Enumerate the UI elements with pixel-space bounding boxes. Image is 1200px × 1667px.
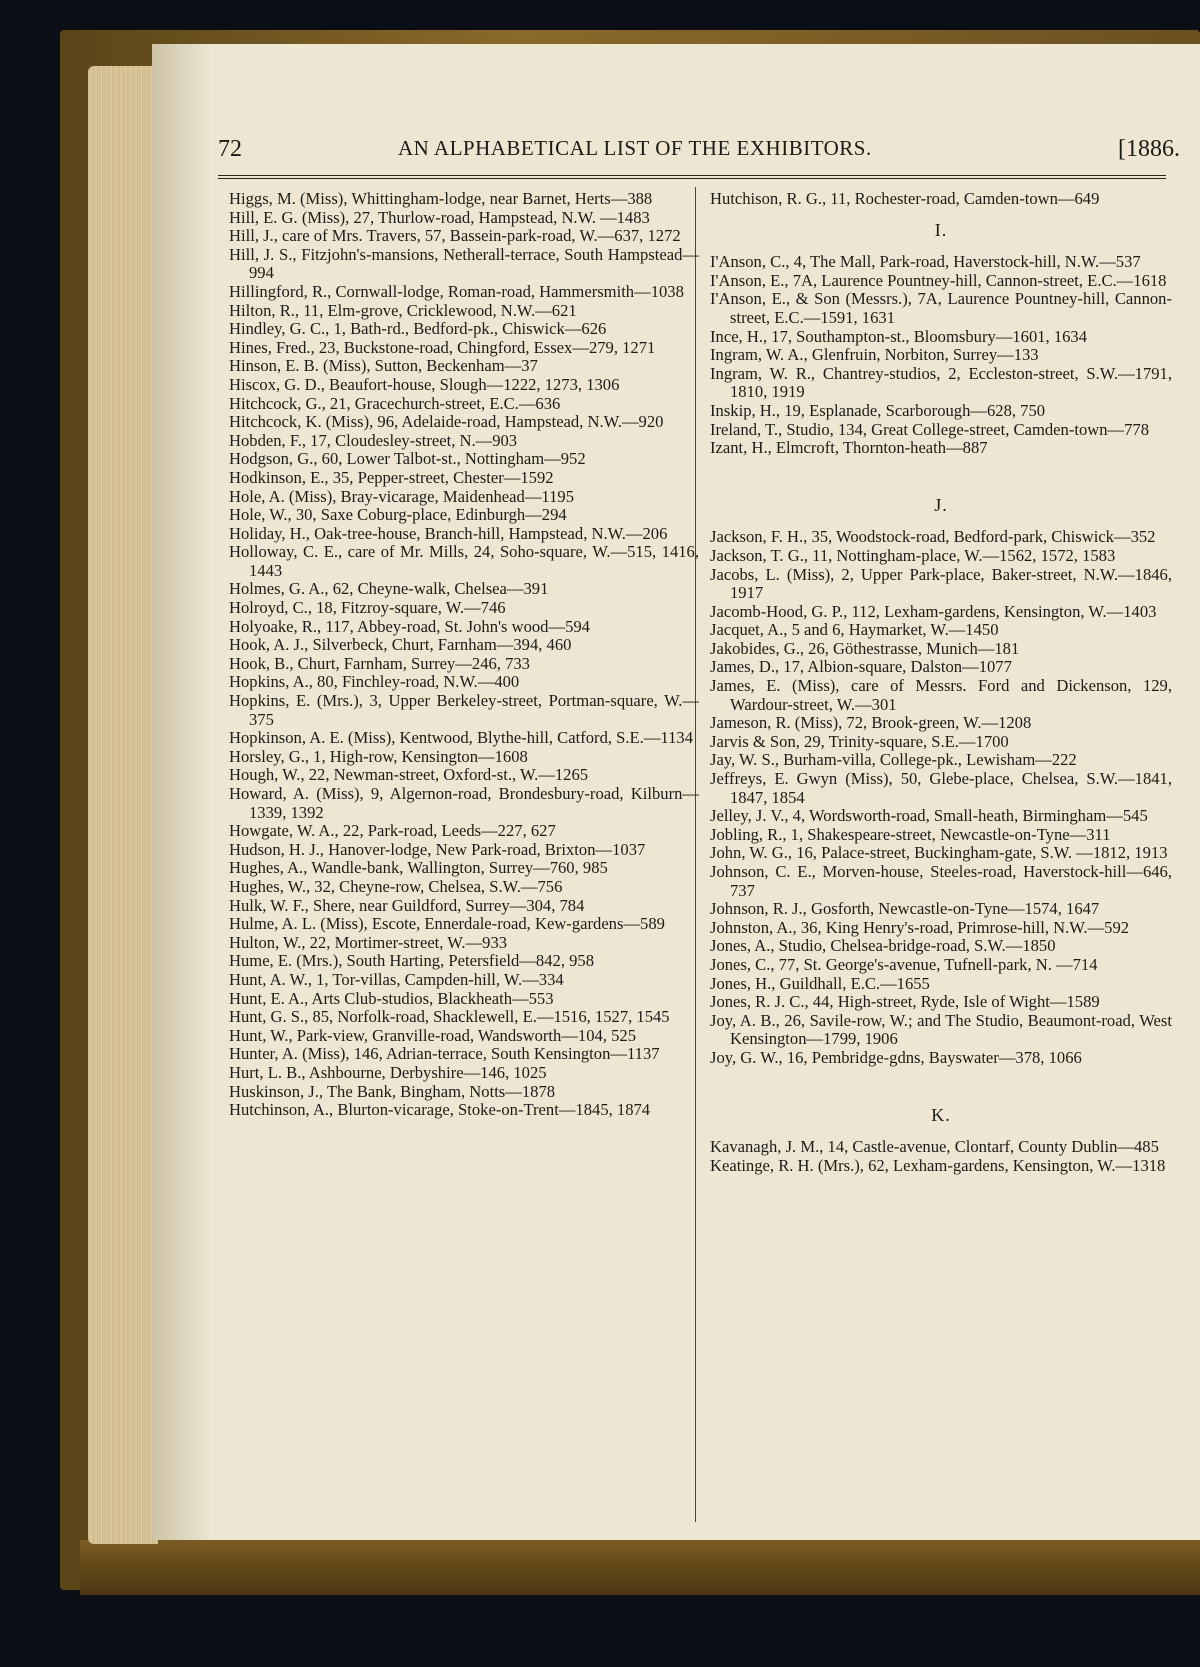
exhibitor-entry: Hines, Fred., 23, Buckstone-road, Chingford, Essex—279, 1271 [229,337,656,357]
exhibitor-entry: James, D., 17, Albion-square, Dalston—1077 [710,657,1012,677]
exhibitor-entry: Hudson, H. J., Hanover-lodge, New Park-road, Brixton—1037 [229,839,646,859]
exhibitor-entry: I'Anson, C., 4, The Mall, Park-road, Haverstock-hill, N.W.—537 [710,252,1141,272]
exhibitor-entry: Joy, G. W., 16, Pembridge-gdns, Bayswater—378, 1066 [710,1047,1082,1067]
exhibitor-entry: Jones, H., Guildhall, E.C.—1655 [710,973,930,993]
running-header [218,136,1180,176]
exhibitor-entry: Hindley, G. C., 1, Bath-rd., Bedford-pk., Chiswick—626 [229,319,607,339]
exhibitor-entry: Holroyd, C., 18, Fitzroy-square, W.—746 [229,598,506,618]
exhibitor-entry: Hitchcock, K. (Miss), 96, Adelaide-road, Hampstead, N.W.—920 [229,412,664,432]
exhibitor-entry: Hook, B., Churt, Farnham, Surrey—246, 733 [229,653,530,673]
exhibitor-entry: Ireland, T., Studio, 134, Great College-street, Camden-town—778 [710,419,1150,439]
exhibitor-entry: Holyoake, R., 117, Abbey-road, St. John's wood—594 [229,616,590,636]
exhibitor-entry: Hume, E. (Mrs.), South Harting, Petersfield—842, 958 [229,951,595,971]
exhibitor-entry: Joy, A. B., 26, Savile-row, W.; and The Studio, Beaumont-road, West Kensington—1799, 1906 [710,1010,1172,1049]
exhibitor-entry: Hodgson, G., 60, Lower Talbot-st., Nottingham—952 [229,449,586,469]
header-rule [218,175,1166,179]
exhibitor-entry: Jameson, R. (Miss), 72, Brook-green, W.—1208 [710,713,1032,733]
exhibitor-entry: Jeffreys, E. Gwyn (Miss), 50, Glebe-place, Chelsea, S.W.—1841, 1847, 1854 [710,769,1172,807]
exhibitor-entry: Holloway, C. E., care of Mr. Mills, 24, Soho-square, W.—515, 1416, 1443 [229,542,699,580]
left-column [229,190,699,1120]
exhibitor-entry: Hodkinson, E., 35, Pepper-street, Chester—1592 [229,467,554,487]
exhibitor-entry: Hurt, L. B., Ashbourne, Derbyshire—146, 1025 [229,1062,547,1082]
exhibitor-entry: Howgate, W. A., 22, Park-road, Leeds—227, 627 [229,821,556,841]
exhibitor-entry: Hough, W., 22, Newman-street, Oxford-st., W.—1265 [229,765,589,785]
exhibitor-entry: Jones, R. J. C., 44, High-street, Ryde, Isle of Wight—1589 [710,992,1100,1012]
exhibitor-entry: Hill, E. G. (Miss), 27, Thurlow-road, Hampstead, N.W. —1483 [229,207,650,227]
book-cover-bottom-edge [80,1540,1200,1595]
exhibitor-entry: Hole, A. (Miss), Bray-vicarage, Maidenhead—1195 [229,486,574,506]
page-edges [88,66,158,1544]
exhibitor-entry: Ingram, W. R., Chantrey-studios, 2, Eccleston-street, S.W.—1791, 1810, 1919 [710,363,1172,402]
exhibitor-entry: Huskinson, J., The Bank, Bingham, Notts—1878 [229,1081,556,1101]
exhibitor-entry: Hopkins, E. (Mrs.), 3, Upper Berkeley-street, Portman-square, W.—375 [229,691,699,729]
exhibitor-entry: Hitchcock, G., 21, Gracechurch-street, E.C.—636 [229,393,561,413]
exhibitor-entry: Ince, H., 17, Southampton-st., Bloomsbury—1601, 1634 [710,326,1088,346]
exhibitor-entry: Holiday, H., Oak-tree-house, Branch-hill, Hampstead, N.W.—206 [229,523,668,543]
exhibitor-entry: Jobling, R., 1, Shakespeare-street, Newcastle-on-Tyne—311 [710,824,1111,844]
exhibitor-entry: Jay, W. S., Burham-villa, College-pk., Lewisham—222 [710,750,1077,770]
exhibitor-entry: Izant, H., Elmcroft, Thornton-heath—887 [710,438,988,458]
exhibitor-entry: Jones, A., Studio, Chelsea-bridge-road, S.W.—1850 [710,936,1056,956]
exhibitor-entry: Hill, J., care of Mrs. Travers, 57, Bassein-park-road, W.—637, 1272 [229,226,681,246]
exhibitor-entry: Hunt, W., Park-view, Granville-road, Wandsworth—104, 525 [229,1025,636,1045]
exhibitor-entry: Hiscox, G. D., Beaufort-house, Slough—1222, 1273, 1306 [229,374,620,394]
right-column [710,190,1172,1175]
exhibitor-entry: Hillingford, R., Cornwall-lodge, Roman-road, Hammersmith—1038 [229,281,684,301]
exhibitor-entry: Hutchinson, A., Blurton-vicarage, Stoke-on-Trent—1845, 1874 [229,1100,651,1120]
exhibitor-entry: Jacquet, A., 5 and 6, Haymarket, W.—1450 [710,620,999,640]
exhibitor-entry: Jackson, F. H., 35, Woodstock-road, Bedford-park, Chiswick—352 [710,527,1156,547]
exhibitor-entry: Hill, J. S., Fitzjohn's-mansions, Netherall-terrace, South Hampstead—994 [229,244,699,283]
section-j-entries [710,528,1172,1067]
exhibitor-entry: I'Anson, E., & Son (Messrs.), 7A, Laurence Pountney-hill, Cannon-street, E.C.—1591, 1631 [710,289,1172,327]
exhibitor-entry: Hole, W., 30, Saxe Coburg-place, Edinburgh—294 [229,505,567,525]
exhibitor-entry: Keatinge, R. H. (Mrs.), 62, Lexham-gardens, Kensington, W.—1318 [710,1155,1166,1175]
exhibitor-entry: Holmes, G. A., 62, Cheyne-walk, Chelsea—391 [229,579,549,599]
section-heading-k: K. [931,1104,951,1125]
exhibitor-entry: Hunt, E. A., Arts Club-studios, Blackheath—553 [229,988,554,1008]
exhibitor-entry: Inskip, H., 19, Esplanade, Scarborough—628, 750 [710,400,1046,420]
exhibitor-entry: Hutchison, R. G., 11, Rochester-road, Camden-town—649 [710,189,1100,208]
exhibitor-entry: Hughes, W., 32, Cheyne-row, Chelsea, S.W.—756 [229,876,563,896]
section-heading-i: I. [934,219,948,240]
page-number: 72 [218,136,242,162]
exhibitor-entry: Hilton, R., 11, Elm-grove, Cricklewood, N.W.—621 [229,300,577,320]
exhibitor-entry: Jackson, T. G., 11, Nottingham-place, W.—1562, 1572, 1583 [710,545,1116,565]
book-page [152,44,1200,1540]
exhibitor-entry: Hulk, W. F., Shere, near Guildford, Surrey—304, 784 [229,895,585,915]
exhibitor-entry: Ingram, W. A., Glenfruin, Norbiton, Surrey—133 [710,345,1039,365]
exhibitor-entry: Jones, C., 77, St. George's-avenue, Tufnell-park, N. —714 [710,954,1098,974]
exhibitor-entry: Jelley, J. V., 4, Wordsworth-road, Small-heath, Birmingham—545 [710,806,1148,826]
exhibitor-entry: Jacomb-Hood, G. P., 112, Lexham-gardens, Kensington, W.—1403 [710,601,1157,621]
exhibitor-entry: John, W. G., 16, Palace-street, Buckingham-gate, S.W. —1812, 1913 [710,843,1168,863]
exhibitor-entry: Hopkins, A., 80, Finchley-road, N.W.—400 [229,672,520,692]
exhibitor-entry: Hopkinson, A. E. (Miss), Kentwood, Blythe-hill, Catford, S.E.—1134 [229,728,693,748]
exhibitor-entry: Horsley, G., 1, High-row, Kensington—1608 [229,746,528,766]
exhibitor-entry: Jakobides, G., 26, Göthestrasse, Munich—181 [710,638,1020,658]
exhibitor-entry: Kavanagh, J. M., 14, Castle-avenue, Clontarf, County Dublin—485 [710,1137,1159,1157]
section-heading-j: J. [934,494,948,515]
exhibitor-entry: Hunt, G. S., 85, Norfolk-road, Shacklewell, E.—1516, 1527, 1545 [229,1007,670,1027]
page-year: [1886. [1118,136,1180,162]
exhibitor-entry: Hunter, A. (Miss), 146, Adrian-terrace, South Kensington—1137 [229,1044,660,1064]
exhibitor-entry: Hulton, W., 22, Mortimer-street, W.—933 [229,932,508,952]
exhibitor-entry: Johnson, R. J., Gosforth, Newcastle-on-Tyne—1574, 1647 [710,899,1100,919]
section-k-entries [710,1138,1172,1175]
exhibitor-entry: Hinson, E. B. (Miss), Sutton, Beckenham—37 [229,356,538,376]
exhibitor-entry: Higgs, M. (Miss), Whittingham-lodge, near Barnet, Herts—388 [229,189,653,208]
exhibitor-entry: Jacobs, L. (Miss), 2, Upper Park-place, Baker-street, N.W.—1846, 1917 [710,564,1172,603]
exhibitor-entry: James, E. (Miss), care of Messrs. Ford and Dickenson, 129, Wardour-street, W.—301 [710,676,1172,714]
page-gutter-shadow [152,44,212,1540]
exhibitor-entry: Hobden, F., 17, Cloudesley-street, N.—903 [229,430,518,450]
exhibitor-entry: Johnson, C. E., Morven-house, Steeles-road, Haverstock-hill—646, 737 [710,862,1172,900]
right-top-entries [710,190,1172,209]
section-i-entries [710,253,1172,458]
exhibitor-entry: Hook, A. J., Silverbeck, Churt, Farnham—394, 460 [229,635,572,655]
exhibitor-entry: Johnston, A., 36, King Henry's-road, Primrose-hill, N.W.—592 [710,917,1130,937]
page-title: AN ALPHABETICAL LIST OF THE EXHIBITORS. [398,136,872,160]
exhibitor-entry: Jarvis & Son, 29, Trinity-square, S.E.—1700 [710,731,1009,751]
exhibitor-entry: Hunt, A. W., 1, Tor-villas, Campden-hill, W.—334 [229,969,564,989]
exhibitor-entry: Hughes, A., Wandle-bank, Wallington, Surrey—760, 985 [229,858,608,878]
exhibitor-entry: Howard, A. (Miss), 9, Algernon-road, Brondesbury-road, Kilburn—1339, 1392 [229,784,699,822]
exhibitor-entry: I'Anson, E., 7A, Laurence Pountney-hill, Cannon-street, E.C.—1618 [710,270,1167,290]
exhibitor-entry: Hulme, A. L. (Miss), Escote, Ennerdale-road, Kew-gardens—589 [229,914,665,934]
